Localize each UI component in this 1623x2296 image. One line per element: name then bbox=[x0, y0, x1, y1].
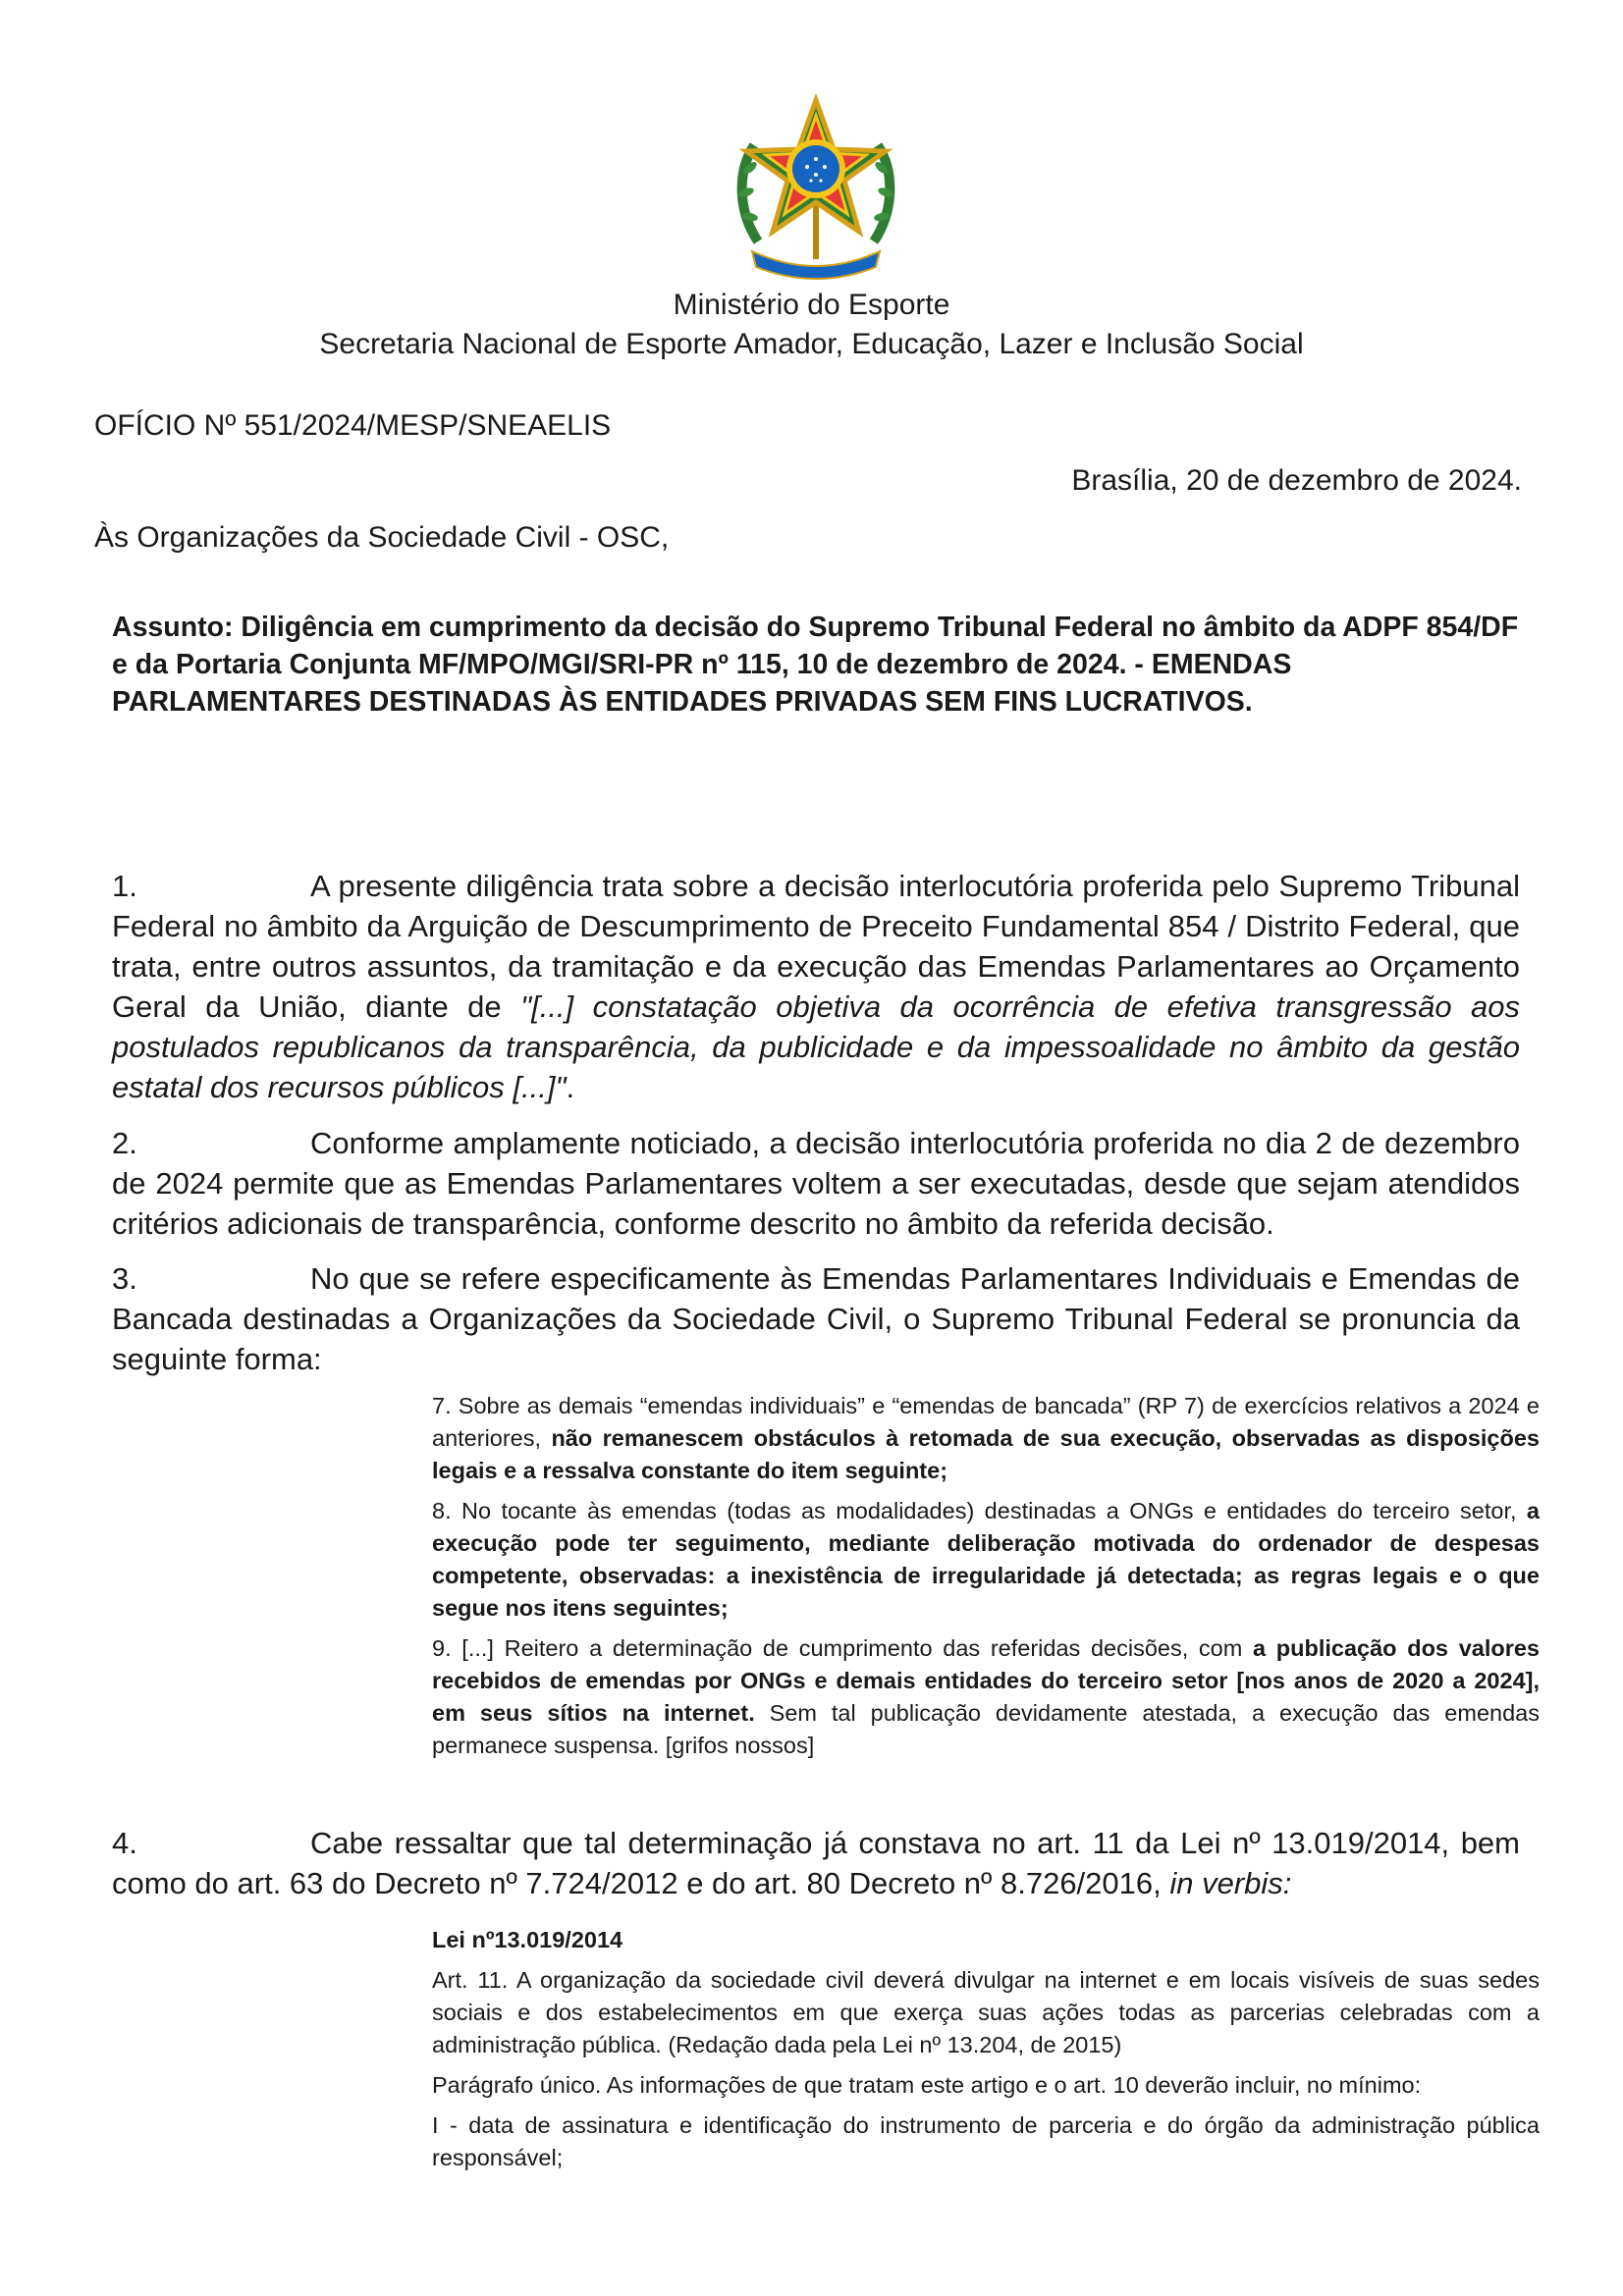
paragraph-text: Cabe ressaltar que tal determinação já constava no art. 11 da Lei nº 13.019/2014, bem como do art. 63 do Decreto nº 7.724/2012 e do art. 80 Decreto nº 8.726/2016, bbox=[112, 1826, 1520, 1900]
citation-text: 7. Sobre as demais “emendas individuais” e “emendas de bancada” (RP 7) de exercícios relativos a 2024 e anteriores, bbox=[432, 1393, 1540, 1451]
paragraph-text: Conforme amplamente noticiado, a decisão interlocutória proferida no dia 2 de dezembro de 2024 permite que as Emendas Parlamentares voltem a ser executadas, desde que sejam atendidos critérios adicionais de transparência, conforme descrito no âmbito da referida decisão. bbox=[112, 1126, 1520, 1241]
citation-item-7 bbox=[432, 1390, 1540, 1487]
citation-text: Sem tal publicação devidamente atestada, a execução das emendas permanece suspensa. [grifos nossos] bbox=[432, 1700, 1540, 1758]
addressee: Às Organizações da Sociedade Civil - OSC, bbox=[94, 521, 670, 554]
paragraph-number: 1. bbox=[112, 869, 137, 903]
paragraph-number: 2. bbox=[112, 1126, 137, 1160]
law-art-11: Art. 11. A organização da sociedade civil deverá divulgar na internet e em locais visíveis de suas sedes sociais e dos estabelecimentos em que exerça suas ações todas as parcerias celebradas com a administração pública. (Redação dada pela Lei nº 13.204, de 2015) bbox=[432, 1967, 1540, 2057]
law-title: Lei nº13.019/2014 bbox=[432, 1927, 623, 1952]
paragraph-number: 4. bbox=[112, 1826, 137, 1860]
date-line: Brasília, 20 de dezembro de 2024. bbox=[1071, 464, 1522, 497]
citation-bold-text: a execução pode ter seguimento, mediante deliberação motivada do ordenador de despesas competente, observadas: a inexistência de irregularidade já detectada; as regras legais e o que segue nos itens seguintes; bbox=[432, 1498, 1540, 1621]
paragraph-text: No que se refere especificamente às Emendas Parlamentares Individuais e Emendas de Bancada destinadas a Organizações da Sociedade Civil, o Supremo Tribunal Federal se pronuncia da seguinte forma: bbox=[112, 1261, 1520, 1376]
paragraph-1 bbox=[112, 866, 1520, 1107]
paragraph-text: A presente diligência trata sobre a decisão interlocutória proferida pelo Supremo Tribunal Federal no âmbito da Arguição de Descumprimento de Preceito Fundamental 854 / Distrito Federal, que trata, entre outros assuntos, da tramitação e da execução das Emendas Parlamentares ao Orçamento Geral da União, diante de bbox=[112, 869, 1520, 1024]
ministry-name: Ministério do Esporte bbox=[673, 289, 950, 321]
paragraph-number: 3. bbox=[112, 1261, 137, 1296]
citation-text: 9. [...] Reitero a determinação de cumprimento das referidas decisões, com bbox=[432, 1635, 1254, 1661]
oficio-number: OFÍCIO Nº 551/2024/MESP/SNEAELIS bbox=[94, 409, 612, 442]
citation-text: 8. No tocante às emendas (todas as modalidades) destinadas a ONGs e entidades do terceiro setor, bbox=[432, 1498, 1527, 1523]
citation-item-9 bbox=[432, 1632, 1540, 1762]
in-verbis: in verbis: bbox=[1169, 1866, 1292, 1900]
secretariat-name: Secretaria Nacional de Esporte Amador, Educação, Lazer e Inclusão Social bbox=[319, 328, 1304, 360]
paragraph-4 bbox=[112, 1823, 1520, 1903]
subject-heading: Assunto: Diligência em cumprimento da decisão do Supremo Tribunal Federal no âmbito da ADPF 854/DF e da Portaria Conjunta MF/MPO/MGI/SRI-PR nº 115, 10 de dezembro de 2024. - EMENDAS PARLAMENTARES DESTINADAS ÀS ENTIDADES PRIVADAS SEM FINS LUCRATIVOS. bbox=[112, 612, 1519, 718]
stf-quote: "[...] constatação objetiva da ocorrência de efetiva transgressão aos postulados republicanos da transparência, da publicidade e da impessoalidade no âmbito da gestão estatal dos recursos públicos [...]" bbox=[112, 989, 1520, 1104]
law-paragrafo-unico: Parágrafo único. As informações de que tratam este artigo e o art. 10 deverão incluir, no mínimo: bbox=[432, 2072, 1422, 2098]
citation-item-8 bbox=[432, 1495, 1540, 1625]
paragraph-end: . bbox=[566, 1070, 575, 1104]
citation-bold-text: a publicação dos valores recebidos de emendas por ONGs e demais entidades do terceiro setor [nos anos de 2020 a 2024], em seus sítios na internet. bbox=[432, 1635, 1540, 1726]
paragraph-3 bbox=[112, 1258, 1520, 1379]
law-citation bbox=[432, 1924, 1540, 2182]
stf-decision-citation bbox=[432, 1390, 1540, 1770]
paragraph-2 bbox=[112, 1123, 1520, 1244]
law-inciso-1: I - data de assinatura e identificação do instrumento de parceria e do órgão da administração pública responsável; bbox=[432, 2112, 1540, 2170]
citation-bold-text: não remanescem obstáculos à retomada de sua execução, observadas as disposições legais e a ressalva constante do item seguinte; bbox=[432, 1425, 1540, 1483]
brazil-coat-of-arms-icon bbox=[729, 94, 903, 281]
